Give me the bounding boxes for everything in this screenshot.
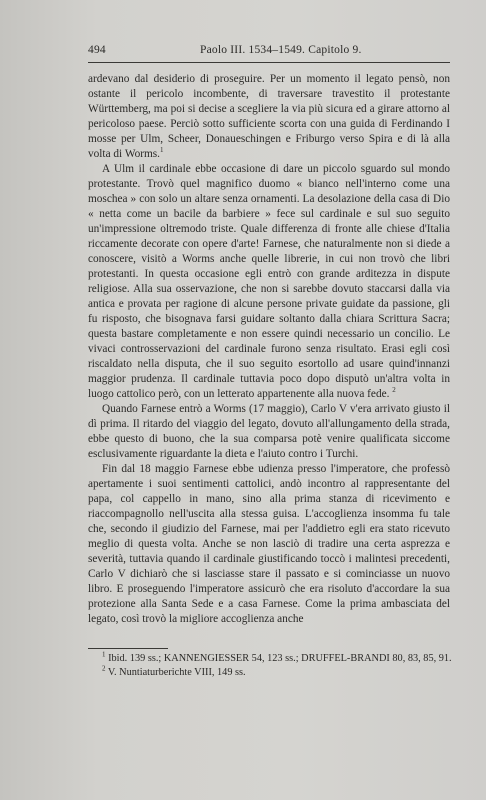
running-title: Paolo III. 1534–1549. Capitolo 9. <box>200 44 362 56</box>
footnote-ref: 1 <box>160 146 164 155</box>
footnote-rule <box>88 648 168 649</box>
running-header <box>88 40 448 64</box>
footnote-text: V. Nuntiaturberichte VIII, 149 ss. <box>107 667 246 678</box>
header-rule <box>88 62 450 63</box>
paragraph: A Ulm il cardinale ebbe occasione di dare un piccolo sguardo sul mondo protestante. Trovò quel magnifico duomo « bianco nell'interno come una moschea » con solo un altare senza ornamenti. La desolazione della casa di Dio « netta come un bacile da barbiere » fece sul cardinale e sul suo seguito un'impressione oltremodo triste. Quale differenza di fronte alle chiese d'Italia riccamente decorate con opere d'arte! Farnese, che naturalmente non si diede a conoscere, visitò a Worms anche quelle librerie, in cui non trovò che libri protestanti. In questa occasione egli entrò con grande arditezza in dispute religiose. Alla sua osservazione, che non si sarebbe dovuto staccarsi dalla via antica e provata per ragione di alcune persone private guidate da passione, gli fu risposto, che bisognava farsi guidare soltanto dalla chiara Scrittura Sacra; questa bastare completamente e non essere quindi necessario un concilio. Le vivaci controsservazioni del cardinale furono senza risultato. Erasi egli così riscaldato nella disputa, che il suo seguito esortollo ad usare quind'innanzi maggior prudenza. Il cardinale tuttavia poco dopo disputò un'altra volta in luogo cattolico però, con un letterato appartenente alla nuova fede. $^2$ <box>88 163 450 400</box>
body-text <box>88 72 450 627</box>
footnote-ref: 2 <box>392 386 396 395</box>
footnote-mark: 2 <box>102 664 106 673</box>
footnote-text: Ibid. 139 ss.; KANNENGIESSER 54, 123 ss.; DRUFFEL-BRANDI 80, 83, 85, 91. <box>108 653 452 664</box>
paragraph: ardevano dal desiderio di proseguire. Per un momento il legato pensò, non ostante il pericolo incombente, di traversare travestito il protestante Württemberg, ma poi si decise a scegliere la via più sicura ed a girare attorno al pericoloso paese. Perciò sotto sufficiente scorta con una guida di Ferdinando I mosse per Ulm, Scheer, Donaueschingen e Friburgo verso Spira e di là alla volta di Worms.$^1$ <box>88 73 450 160</box>
footnotes <box>102 652 450 680</box>
paragraph: Fin dal 18 maggio Farnese ebbe udienza presso l'imperatore, che professò apertamente i suoi sentimenti cattolici, andò incontro al rappresentante del papa, col cappello in mano, sino alla prima stanza di ricevimento e riaccompagnollo nell'uscita alla stessa guisa. L'accoglienza insomma fu tale che, secondo il giudizio del Farnese, mai per l'addietro egli era stato ricevuto meglio di questa volta. Anche se non lasciò di tradire una certa asprezza e severità, tuttavia quando il cardinale giustificando toccò i malintesi precedenti, Carlo V dichiarò che si lasciasse stare il passato e si cominciasse un nuovo libro. E proseguendo l'imperatore assicurò che era risoluto d'accordare la sua protezione alla Santa Sede e a casa Farnese. Come la prima ambasciata del legato, così trovò la migliore accoglienza anche <box>88 463 450 625</box>
footnote <box>102 666 450 680</box>
page-number: 494 <box>88 44 106 56</box>
paragraph: Quando Farnese entrò a Worms (17 maggio), Carlo V v'era arrivato giusto il dì prima. Il ritardo del viaggio del legato, dovuto all'allungamento della strada, ebbe questo di buono, che la sua comparsa potè venire qualificata siccome esclusivamente riguardante la dieta e l'aiuto contro i Turchi. <box>88 403 450 460</box>
footnote-mark: 1 <box>102 650 106 659</box>
footnote <box>102 652 450 666</box>
